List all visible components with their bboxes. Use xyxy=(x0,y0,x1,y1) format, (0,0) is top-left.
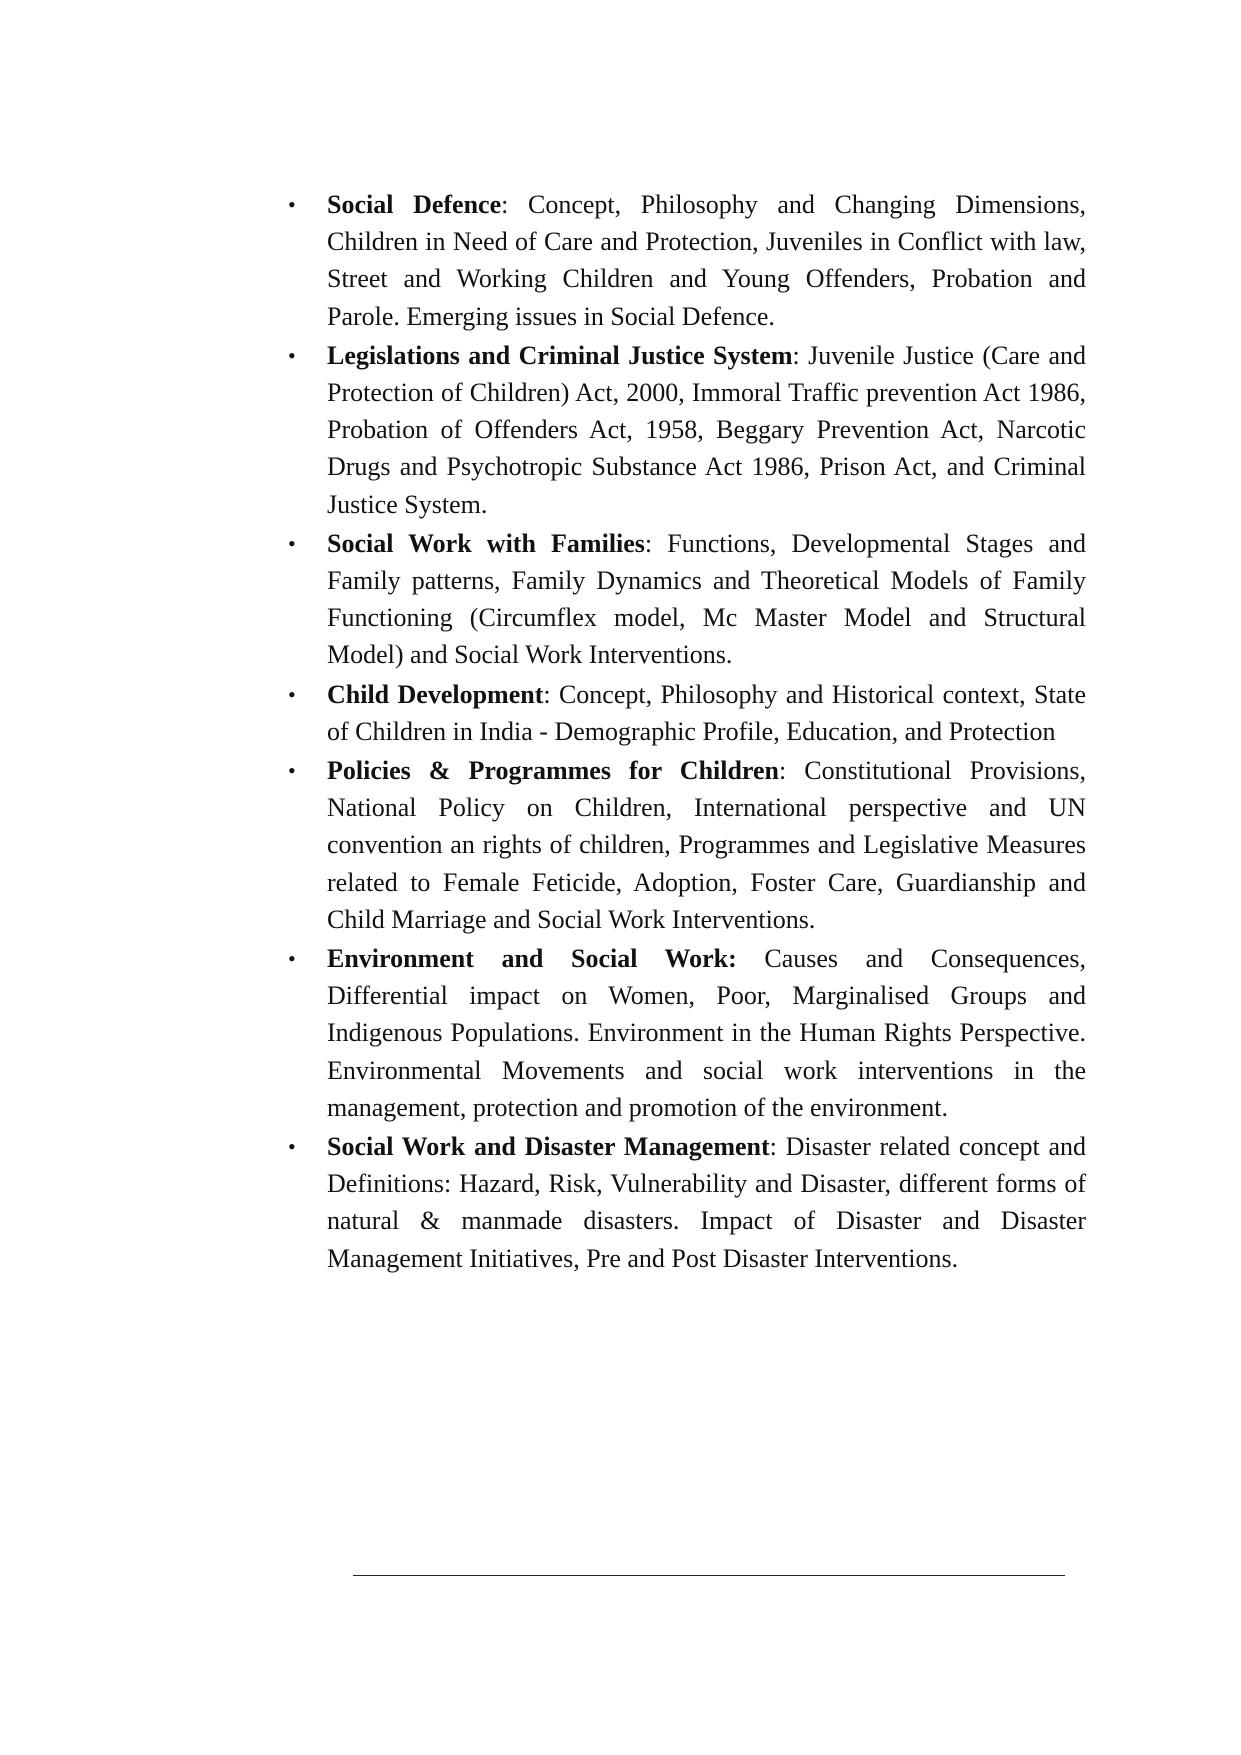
topic-environment-social-work xyxy=(282,940,1086,1126)
topic-title: Social Defence xyxy=(327,190,502,219)
bullet-icon: • xyxy=(288,1134,296,1160)
topic-title: Policies & Programmes for Children xyxy=(327,756,780,786)
topic-title: Social Work and Disaster Management xyxy=(327,1132,770,1162)
topic-separator: : xyxy=(644,528,653,558)
topic-title: Environment and Social Work: xyxy=(327,944,737,974)
topic-legislations-criminal-justice xyxy=(282,337,1086,523)
topic-description: Constitutional Provisions, National Policy on Children, International perspective and UN convention an rights of children, Programmes and Legislative Measures related to Female Feticide, Adoption, Foster Care, Guardianship and Child Marriage and Social Work Interventions. xyxy=(327,756,1086,934)
topic-social-work-families xyxy=(282,525,1086,674)
topic-separator: : xyxy=(792,340,800,370)
topic-description: Juvenile Justice (Care and Protection of Children) Act, 2000, Immoral Traffic prevention Act 1986, Probation of Offenders Act, 1958, Beggary Prevention Act, Narcotic Drugs and Psychotropic Substance Act 1986, Prison Act, and Criminal Justice System. xyxy=(327,340,1086,519)
topic-separator: : xyxy=(543,679,551,709)
topic-title: Legislations and Criminal Justice System xyxy=(327,340,793,370)
topic-child-development xyxy=(282,676,1086,750)
topic-separator: : xyxy=(501,190,509,219)
topic-policies-programmes-children xyxy=(282,752,1086,938)
bullet-icon: • xyxy=(288,681,296,707)
bullet-icon: • xyxy=(288,946,296,972)
topic-social-defence xyxy=(282,186,1086,335)
topic-description: Functions, Developmental Stages and Family patterns, Family Dynamics and Theoretical Models of Family Functioning (Circumflex model, Mc Master Model and Structural Model) and Social Work Interventions. xyxy=(327,528,1086,670)
syllabus-topic-list xyxy=(282,186,1086,1279)
topic-disaster-management xyxy=(282,1128,1086,1277)
topic-description: Concept, Philosophy and Historical context, State of Children in India - Demographic Profile, Education, and Protection xyxy=(327,679,1086,746)
bullet-icon: • xyxy=(288,758,296,784)
bullet-icon: • xyxy=(288,192,296,217)
topic-title: Child Development xyxy=(327,679,544,709)
topic-description: Concept, Philosophy and Changing Dimensions, Children in Need of Care and Protection, Juveniles in Conflict with law, Street and Working Children and Young Offenders, Probation and Parole. Emerging issues in Social Defence. xyxy=(327,190,1086,331)
topic-description: Disaster related concept and Definitions: Hazard, Risk, Vulnerability and Disaster, different forms of natural & manmade disasters. Impact of Disaster and Disaster Management Initiatives, Pre and Post Disaster Interventions. xyxy=(327,1132,1086,1273)
end-of-section-rule xyxy=(353,1575,1065,1576)
bullet-icon: • xyxy=(288,530,296,556)
topic-title: Social Work with Families xyxy=(327,528,645,558)
bullet-icon: • xyxy=(288,342,296,368)
topic-description: Causes and Consequences, Differential impact on Women, Poor, Marginalised Groups and Indigenous Populations. Environment in the Human Rights Perspective. Environmental Movements and social work interventions in the management, protection and promotion of the environment. xyxy=(327,944,1086,1122)
topic-separator: : xyxy=(769,1132,777,1162)
topic-separator: : xyxy=(779,756,787,786)
